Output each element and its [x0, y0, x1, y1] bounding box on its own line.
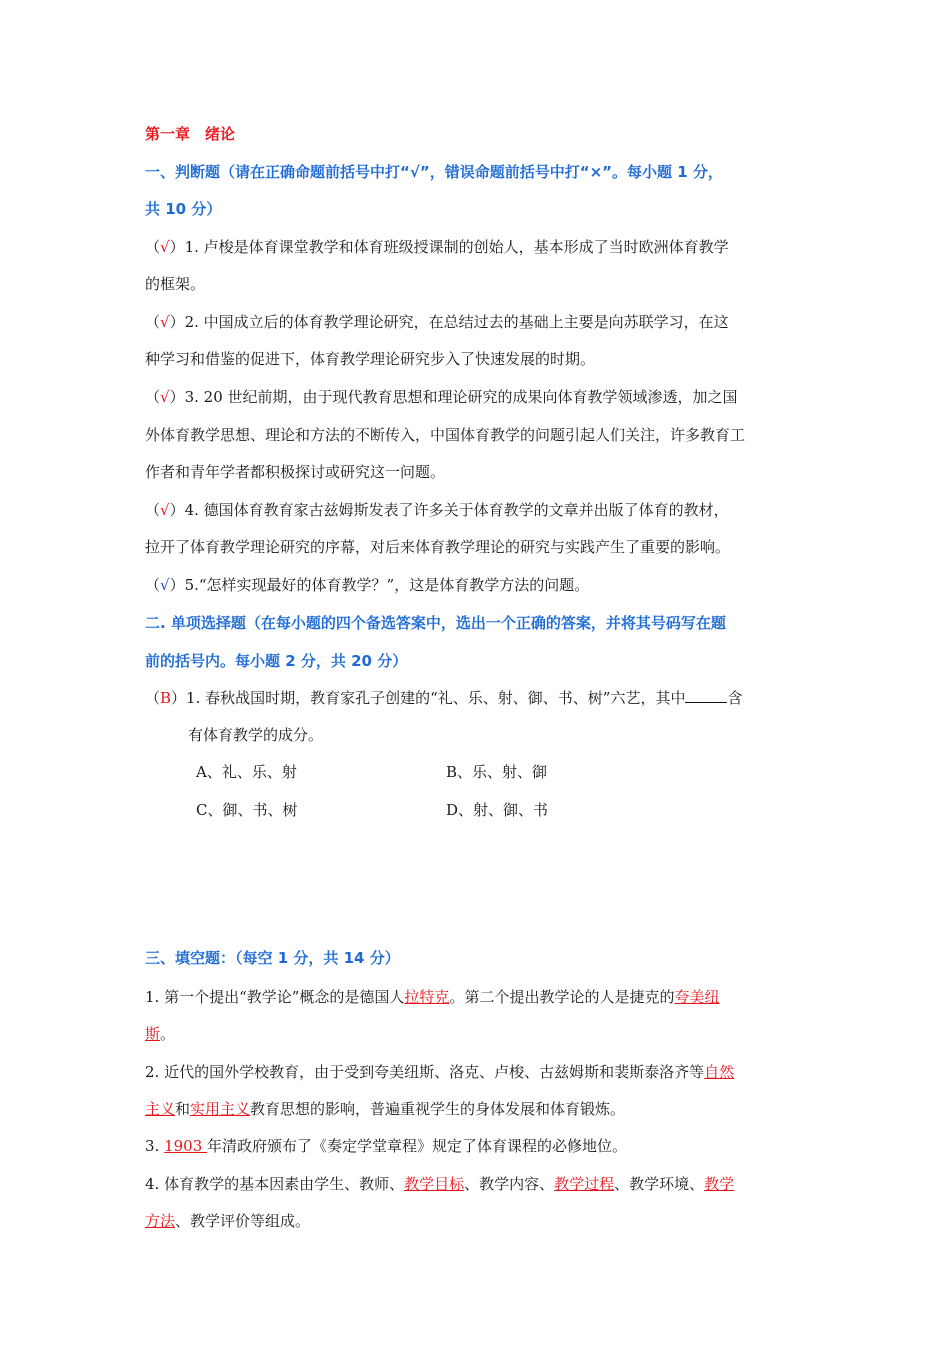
fill-answer: 教学过程 — [554, 1175, 615, 1193]
choice-question-1-cont: 有体育教学的成分。 — [188, 726, 324, 744]
option-b: B、乐、射、御 — [446, 763, 548, 781]
chapter-title: 第一章 绪论 — [145, 125, 236, 143]
judgment-item-2-cont: 种学习和借鉴的促进下，体育教学理论研究步入了快速发展的时期。 — [145, 350, 596, 368]
fill-answer: 实用主义 — [190, 1100, 251, 1118]
fill-answer: 主义 — [145, 1100, 176, 1118]
judgment-item-5: （√）5.“怎样实现最好的体育教学？”，这是体育教学方法的问题。 — [145, 576, 590, 594]
fill-answer: 拉特克 — [404, 988, 450, 1006]
judgment-item-3-cont1: 外体育教学思想、理论和方法的不断传入，中国体育教学的问题引起人们关注，许多教育工 — [145, 426, 746, 444]
answer-mark: √ — [160, 238, 170, 256]
judgment-item-4-cont: 拉开了体育教学理论研究的序幕，对后来体育教学理论的研究与实践产生了重要的影响。 — [145, 538, 731, 556]
fill-question-4: 4. 体育教学的基本因素由学生、教师、教学目标、教学内容、教学过程、教学环境、教学 — [145, 1175, 735, 1193]
fill-question-3: 3. 1903 年清政府颁布了《奏定学堂章程》规定了体育课程的必修地位。 — [145, 1137, 628, 1155]
section2-heading-line2: 前的括号内。每小题 2 分，共 20 分） — [145, 652, 408, 670]
answer-mark: √ — [160, 388, 170, 406]
fill-question-1: 1. 第一个提出“教学论”概念的是德国人拉特克。第二个提出教学论的人是捷克的夸美纽 — [145, 988, 720, 1006]
section1-heading-line2: 共 10 分） — [145, 200, 222, 218]
fill-answer: 教学目标 — [404, 1175, 465, 1193]
fill-question-4-cont: 方法、教学评价等组成。 — [145, 1212, 311, 1230]
judgment-item-3: （√）3. 20 世纪前期，由于现代教育思想和理论研究的成果向体育教学领域渗透，加之国 — [145, 388, 738, 406]
judgment-item-1-cont: 的框架。 — [145, 275, 206, 293]
choice-question-1: （B）1. 春秋战国时期，教育家孔子创建的“礼、乐、射、御、书、树”六艺，其中 含 — [145, 689, 743, 707]
answer-mark: √ — [160, 313, 170, 331]
choice-answer: B — [160, 689, 172, 707]
judgment-item-4: （√）4. 德国体育教育家古兹姆斯发表了许多关于体育教学的文章并出版了体育的教材， — [145, 501, 729, 519]
fill-answer: 1903 — [164, 1137, 208, 1155]
section2-heading-line1: 二. 单项选择题（在每小题的四个备选答案中，选出一个正确的答案，并将其号码写在题 — [145, 614, 726, 632]
fill-question-1-cont: 斯。 — [145, 1025, 176, 1043]
fill-answer: 自然 — [704, 1063, 735, 1081]
answer-mark: √ — [160, 576, 170, 594]
option-c: C、御、书、树 — [196, 801, 298, 819]
section1-heading-line1: 一、判断题（请在正确命题前括号中打“√”，错误命题前括号中打“×”。每小题 1 分， — [145, 163, 723, 181]
option-d: D、射、御、书 — [446, 801, 549, 819]
option-a: A、礼、乐、射 — [196, 763, 297, 781]
judgment-item-3-cont2: 作者和青年学者都积极探讨或研究这一问题。 — [145, 463, 446, 481]
fill-answer: 方法 — [145, 1212, 176, 1230]
fill-question-2-cont: 主义和实用主义教育思想的影响，普遍重视学生的身体发展和体育锻炼。 — [145, 1100, 626, 1118]
answer-mark: √ — [160, 501, 170, 519]
fill-question-2: 2. 近代的国外学校教育，由于受到夸美纽斯、洛克、卢梭、古兹姆斯和裴斯泰洛齐等自然 — [145, 1063, 735, 1081]
judgment-item-2: （√）2. 中国成立后的体育教学理论研究，在总结过去的基础上主要是向苏联学习，在这 — [145, 313, 729, 331]
fill-answer: 斯 — [145, 1025, 161, 1043]
fill-answer: 夸美纽 — [674, 988, 720, 1006]
fill-blank — [685, 688, 727, 703]
fill-answer: 教学 — [704, 1175, 735, 1193]
section3-heading: 三、填空题：（每空 1 分，共 14 分） — [145, 949, 400, 967]
judgment-item-1: （√）1. 卢梭是体育课堂教学和体育班级授课制的创始人，基本形成了当时欧洲体育教学 — [145, 238, 729, 256]
